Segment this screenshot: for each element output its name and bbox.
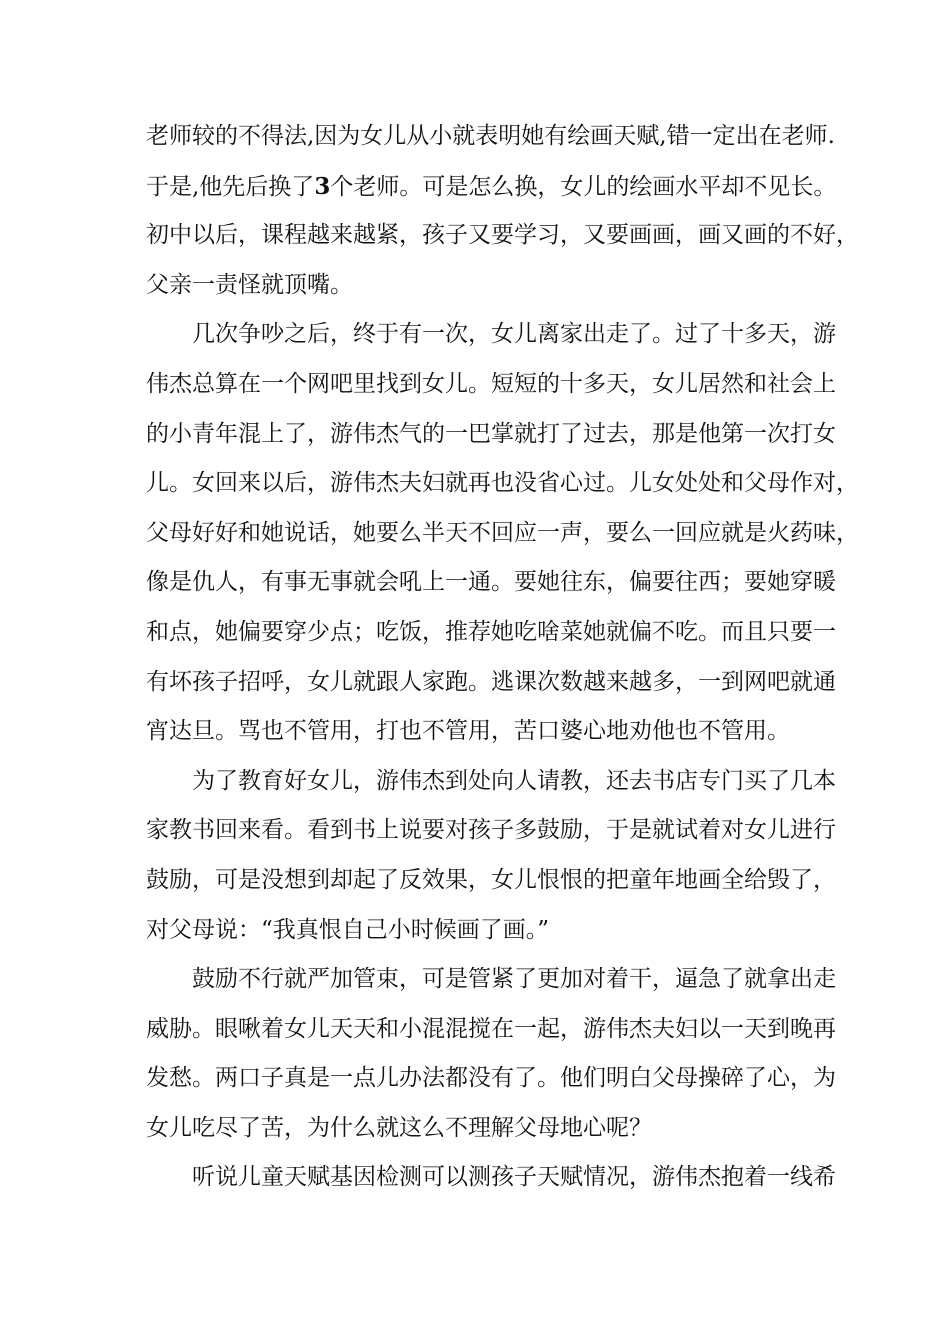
- text-line: 家教书回来看。看到书上说要对孩子多鼓励，于是就试着对女儿进行: [146, 817, 836, 844]
- document-body: [146, 112, 859, 1203]
- text-line: 威胁。眼啾着女儿天天和小混混搅在一起，游伟杰夫妇以一天到晚再: [146, 1015, 836, 1042]
- paragraph-5: [146, 1153, 836, 1203]
- text-line: 老师较的不得法,因为女儿从小就表明她有绘画天赋,错一定出在老师.: [146, 123, 835, 149]
- text-line: 鼓励不行就严加管束，可是管紧了更加对着干，逼急了就拿出走: [192, 966, 836, 993]
- text-line: 和点，她偏要穿少点；吃饭，推荐她吃啥菜她就偏不吃。而且只要一: [146, 618, 836, 645]
- text-line: 宵达旦。骂也不管用，打也不管用，苦口婆心地劝他也不管用。: [146, 718, 790, 745]
- text-line: 发愁。两口子真是一点儿办法都没有了。他们明白父母操碎了心，为: [146, 1065, 836, 1092]
- text-line: 儿。女回来以后，游伟杰夫妇就再也没省心过。儿女处处和父母作对，: [146, 470, 859, 497]
- text-line: 像是仇人，有事无事就会吼上一通。要她往东，偏要往西；要她穿暖: [146, 569, 836, 596]
- text-line: 伟杰总算在一个网吧里找到女儿。短短的十多天，女儿居然和社会上: [146, 370, 836, 397]
- text-line: 为了教育好女儿，游伟杰到处向人请教，还去书店专门买了几本: [192, 767, 836, 794]
- paragraph-1: [146, 112, 859, 310]
- text-line: 对父母说：“我真恨自己小时候画了画。”: [146, 916, 550, 943]
- text-line: 几次争吵之后，终于有一次，女儿离家出走了。过了十多天，游: [192, 321, 836, 348]
- bold-numeral: 3: [314, 172, 331, 200]
- paragraph-4: [146, 955, 836, 1153]
- paragraph-3: [146, 757, 836, 955]
- text-line: 的小青年混上了，游伟杰气的一巴掌就打了过去，那是他第一次打女: [146, 420, 836, 447]
- text-line: 父亲一责怪就顶嘴。: [146, 271, 353, 298]
- paragraph-2: [146, 310, 859, 756]
- text-line: 于是,他先后换了3个老师。可是怎么换，女儿的绘画水平却不见长。: [146, 172, 837, 200]
- text-line: 父母好好和她说话，她要么半天不回应一声，要么一回应就是火药味，: [146, 519, 859, 546]
- text-line: 初中以后，课程越来越紧，孩子又要学习，又要画画，画又画的不好，: [146, 222, 859, 249]
- text-line: 有坏孩子招呼，女儿就跟人家跑。逃课次数越来越多，一到网吧就通: [146, 668, 836, 695]
- text-line: 女儿吃尽了苦，为什么就这么不理解父母地心呢？: [146, 1114, 652, 1141]
- text-line: 鼓励，可是没想到却起了反效果，女儿恨恨的把童年地画全给毁了，: [146, 866, 836, 893]
- text-line: 听说儿童天赋基因检测可以测孩子天赋情况，游伟杰抱着一线希: [192, 1164, 836, 1191]
